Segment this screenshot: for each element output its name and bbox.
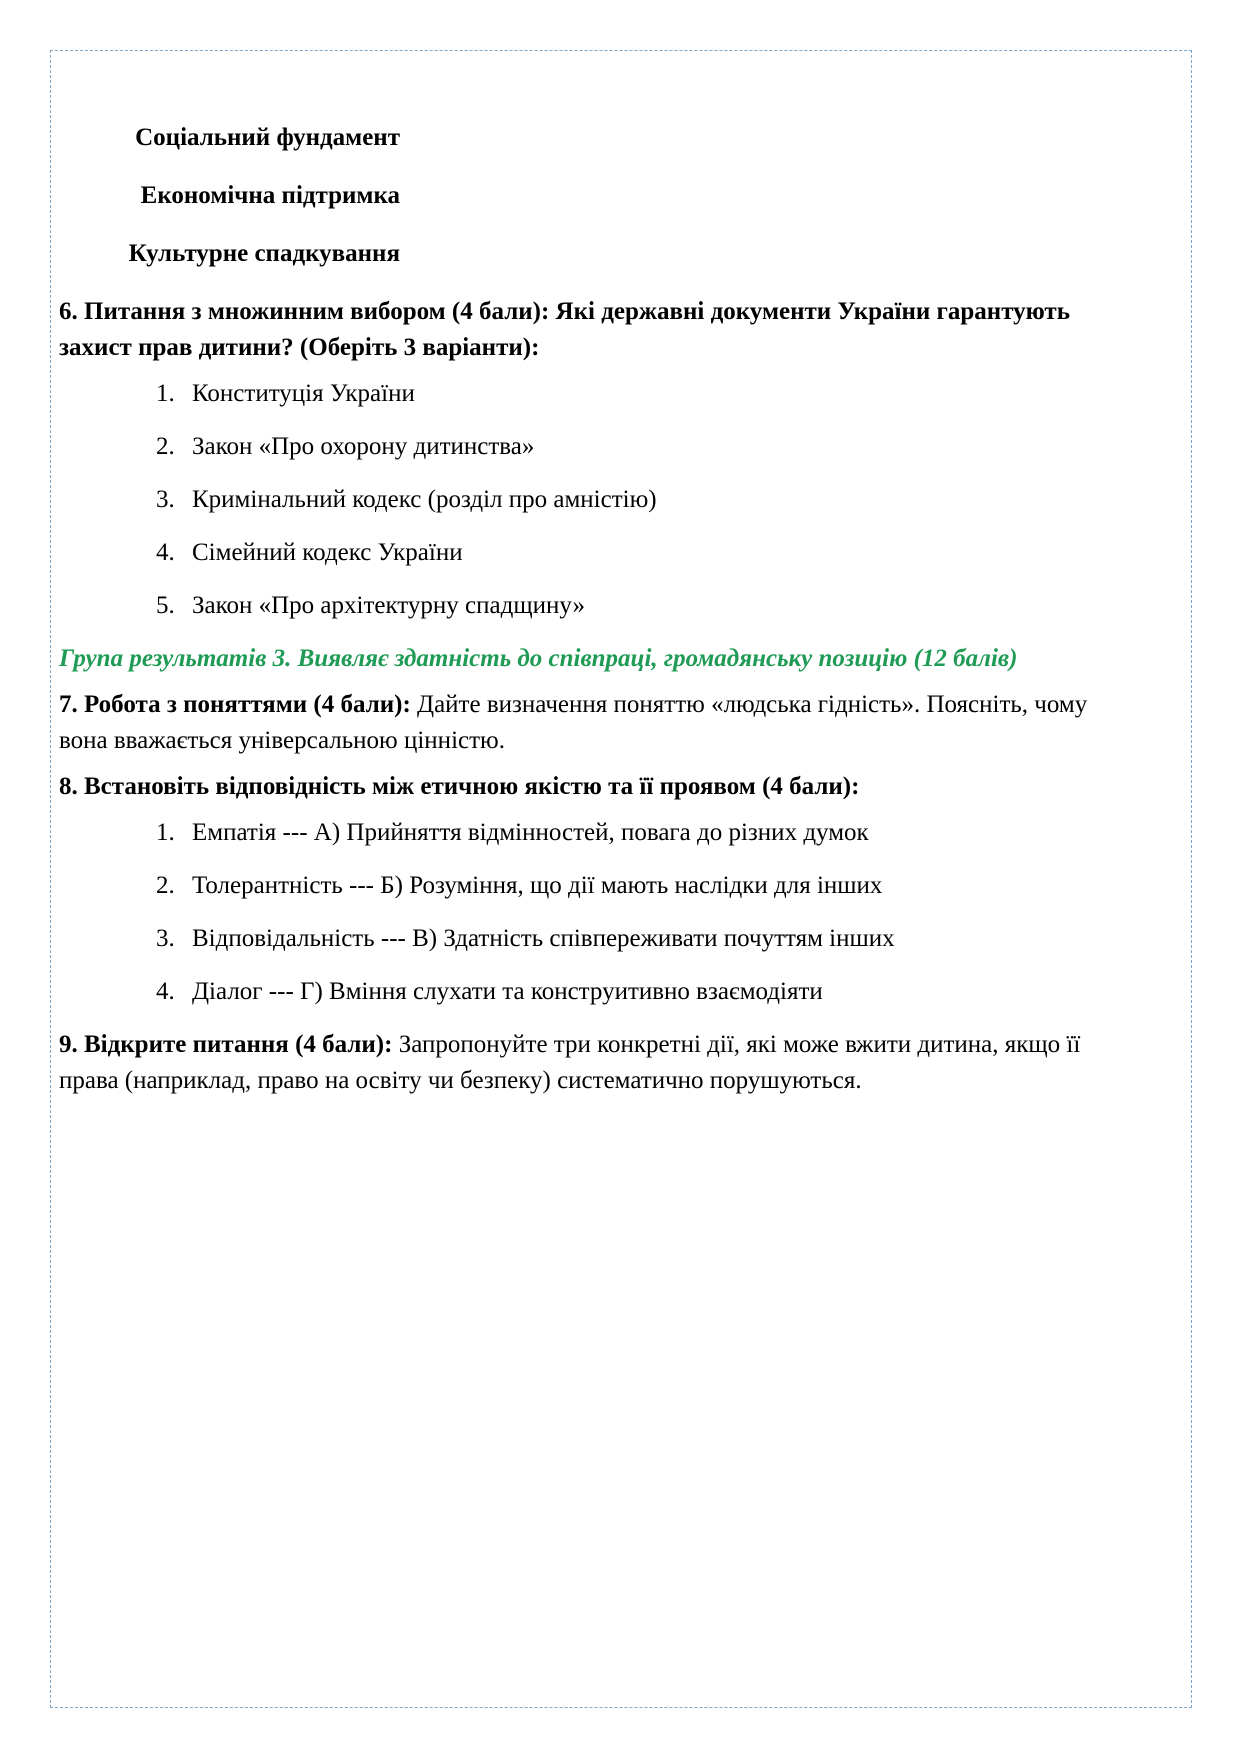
- item-number: 2.: [156, 433, 175, 460]
- item-text: Закон «Про архітектурну спадщину»: [192, 592, 585, 619]
- item-number: 4.: [156, 978, 175, 1005]
- category-economic: Економічна підтримка: [140, 182, 400, 209]
- question-6: 6. Питання з множинним вибором (4 бали): Які державні документи України гарантують захист прав дитини? (Оберіть 3 варіанти):: [59, 298, 1070, 361]
- item-number: 1.: [156, 819, 175, 846]
- list-item: [156, 868, 1099, 904]
- question-9-label: 9. Відкрите питання (4 бали):: [59, 1031, 393, 1058]
- item-number: 5.: [156, 592, 175, 619]
- item-text: Конституція України: [192, 380, 415, 407]
- item-text: Кримінальний кодекс (розділ про амністію): [192, 486, 657, 513]
- item-text: Сімейний кодекс України: [192, 539, 463, 566]
- item-text: Діалог --- Г) Вміння слухати та конструитивно взаємодіяти: [192, 978, 823, 1005]
- list-item: [156, 535, 1099, 571]
- question-8: 8. Встановіть відповідність між етичною якістю та її проявом (4 бали):: [59, 773, 860, 800]
- list-item: [156, 376, 1099, 412]
- item-number: 4.: [156, 539, 175, 566]
- item-text: Толерантність --- Б) Розуміння, що дії мають наслідки для інших: [192, 872, 883, 899]
- list-item: [156, 482, 1099, 518]
- results-group-heading: Група результатів 3. Виявляє здатність до співпраці, громадянську позицію (12 балів): [59, 645, 1018, 672]
- question-8-options: [59, 815, 1099, 1010]
- question-7-label: 7. Робота з поняттями (4 бали):: [59, 691, 411, 718]
- item-text: Відповідальність --- В) Здатність співпереживати почуттям інших: [192, 925, 895, 952]
- list-item: [156, 921, 1099, 957]
- list-item: [156, 429, 1099, 465]
- item-number: 2.: [156, 872, 175, 899]
- category-social: Соціальний фундамент: [135, 124, 400, 151]
- item-number: 3.: [156, 486, 175, 513]
- document-body: [59, 120, 1099, 1109]
- list-item: [156, 815, 1099, 851]
- list-item: [156, 588, 1099, 624]
- category-cultural: Культурне спадкування: [128, 240, 400, 267]
- item-number: 3.: [156, 925, 175, 952]
- question-9: [59, 1027, 1099, 1099]
- question-6-options: [59, 376, 1099, 624]
- question-9-text: Запропонуйте три конкретні дії, які може вжити дитина, якщо її права (наприклад, право на освіту чи безпеку) систематично порушуються.: [59, 1031, 1081, 1094]
- question-7-text: Дайте визначення поняттю «людська гідність». Поясніть, чому вона вважається універсальною цінністю.: [59, 691, 1088, 754]
- list-item: [156, 974, 1099, 1010]
- item-number: 1.: [156, 380, 175, 407]
- item-text: Закон «Про охорону дитинства»: [192, 433, 535, 460]
- item-text: Емпатія --- А) Прийняття відмінностей, повага до різних думок: [192, 819, 869, 846]
- question-7: [59, 687, 1099, 759]
